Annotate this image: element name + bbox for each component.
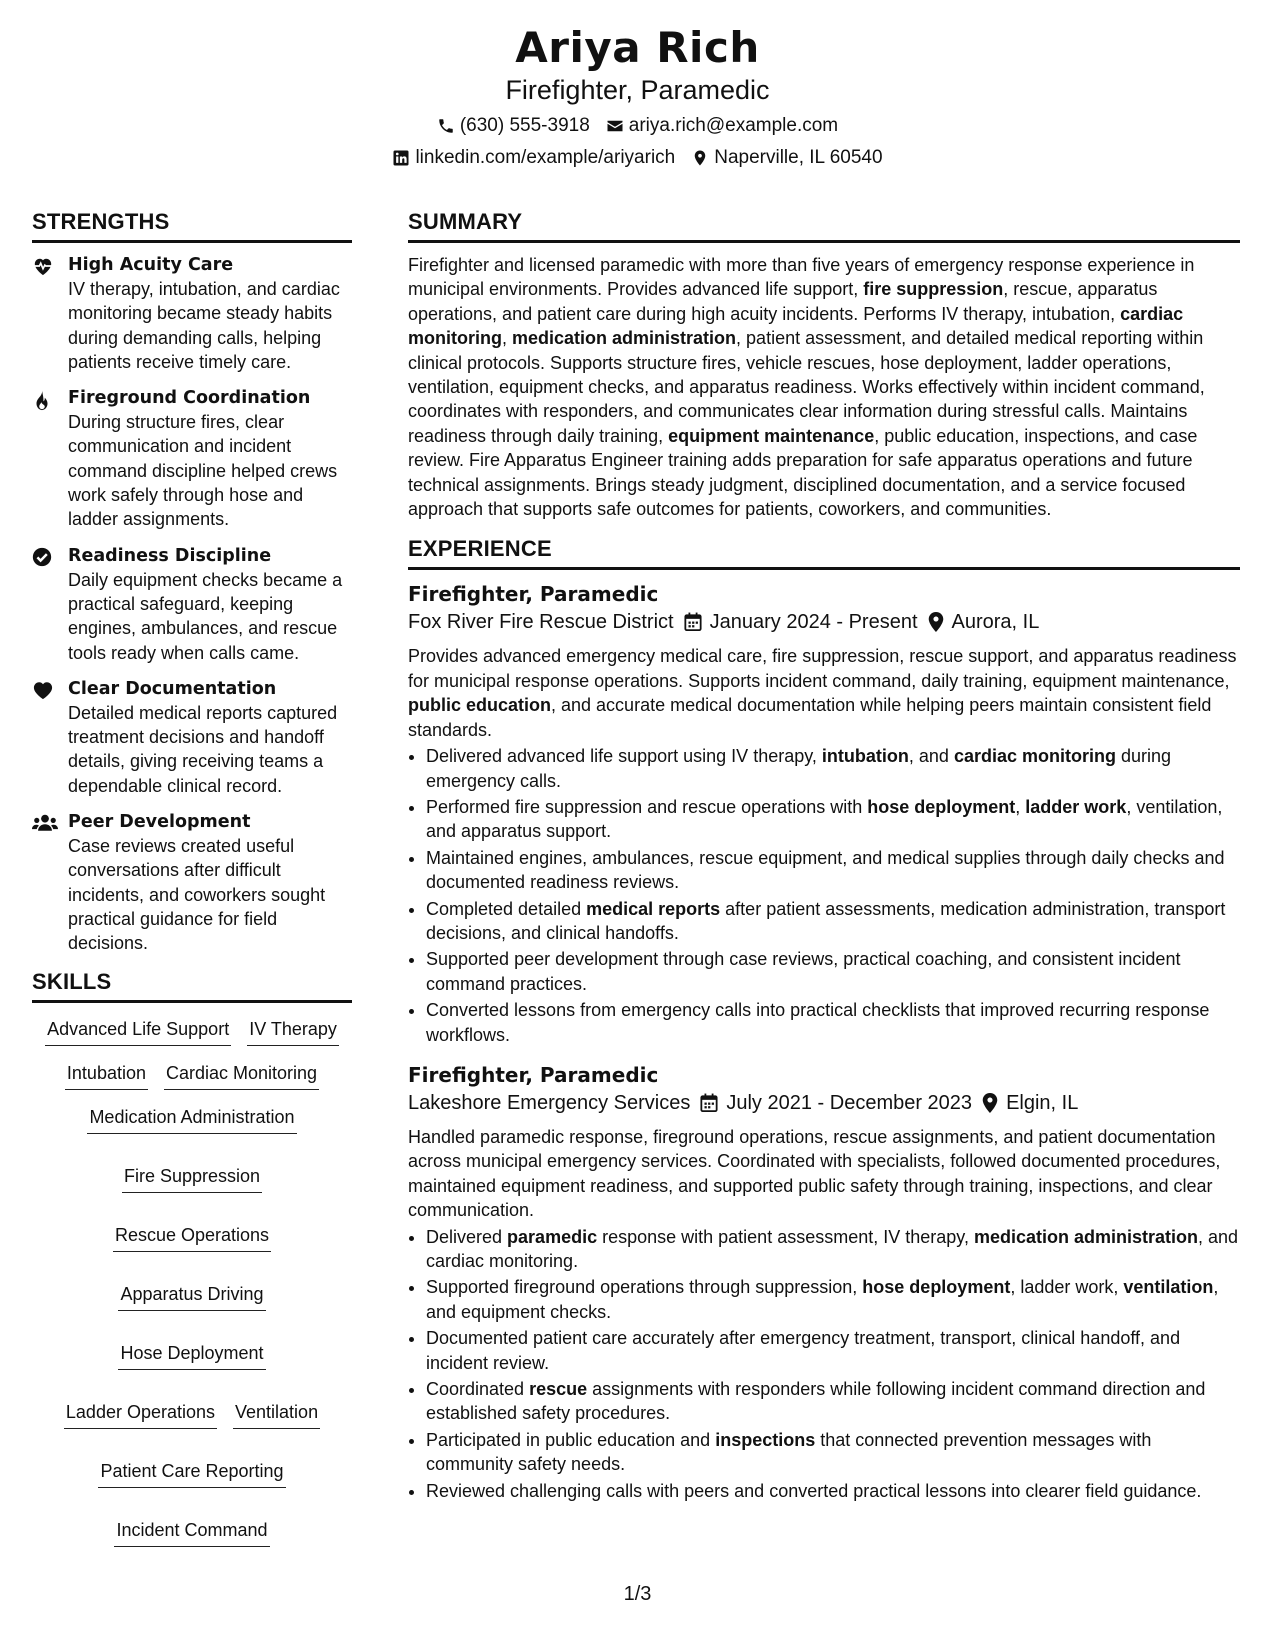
skill-tag: Incident Command bbox=[114, 1518, 269, 1547]
skill-tag: Ventilation bbox=[233, 1400, 320, 1429]
job-bullet: • Supported fireground operations through suppression, hose deployment, ladder work, ventilation, and equipment checks. bbox=[426, 1275, 1240, 1324]
strength-desc: IV therapy, intubation, and cardiac monitoring became steady habits during demanding calls, helping patients receive timely care. bbox=[68, 279, 340, 372]
strength-name: Readiness Discipline bbox=[68, 545, 272, 566]
strength-desc: Daily equipment checks became a practical safeguard, keeping engines, ambulances, and rescue tools ready when calls came. bbox=[68, 569, 343, 663]
job-location bbox=[982, 1089, 1078, 1117]
strength-name: Peer Development bbox=[68, 812, 251, 833]
skill-tag: Rescue Operations bbox=[113, 1223, 271, 1252]
summary-heading: SUMMARY bbox=[408, 208, 1240, 243]
job-dates-text: January 2024 - Present bbox=[709, 611, 918, 634]
linkedin-text[interactable]: linkedin.com/example/ariyarich bbox=[415, 147, 676, 168]
linkedin-icon bbox=[392, 149, 410, 167]
strength-item bbox=[32, 677, 352, 798]
location-item bbox=[691, 146, 882, 170]
job-bullet: • Documented patient care accurately after emergency treatment, transport, clinical handoff, and incident review. bbox=[426, 1326, 1240, 1375]
job-meta bbox=[408, 1089, 1240, 1117]
phone-text: (630) 555-3918 bbox=[459, 115, 590, 136]
skill-tag: Ladder Operations bbox=[64, 1400, 217, 1429]
strength-name: High Acuity Care bbox=[68, 255, 234, 275]
strengths-list bbox=[32, 253, 352, 956]
email-text[interactable]: ariya.rich@example.com bbox=[628, 115, 839, 136]
job-description: Provides advanced emergency medical care, fire suppression, rescue support, and apparatus readiness for municipal response operations. Supports incident command, daily training, equipment maintenance, public education, and accurate medical documentation while helping peers maintain consistent field standards. bbox=[408, 646, 1237, 740]
job-location-text: Elgin, IL bbox=[1006, 1091, 1079, 1114]
job-bullet: • Supported peer development through case reviews, practical coaching, and consistent incident command practices. bbox=[426, 947, 1240, 996]
strength-desc: Detailed medical reports captured treatment decisions and handoff details, giving receiving teams a dependable clinical record. bbox=[68, 702, 338, 796]
job-bullet: • Reviewed challenging calls with peers and converted practical lessons into clearer field guidance. bbox=[426, 1479, 1240, 1503]
job-dates-text: July 2021 - December 2023 bbox=[726, 1091, 973, 1114]
job-bullet: • Converted lessons from emergency calls into practical checklists that improved recurring response workflows. bbox=[426, 998, 1240, 1047]
left-column bbox=[32, 208, 352, 1547]
job-bullet: • Coordinated rescue assignments with responders while following incident command direction and established safety procedures. bbox=[426, 1377, 1240, 1426]
skill-tag: Fire Suppression bbox=[122, 1164, 262, 1193]
phone-item bbox=[437, 114, 590, 138]
skills-list bbox=[32, 1017, 352, 1547]
job-bullet: • Completed detailed medical reports after patient assessments, medication administration, transport decisions, and clinical handoffs. bbox=[426, 897, 1240, 946]
heartbeat-icon bbox=[32, 256, 54, 276]
job-bullet: • Performed fire suppression and rescue operations with hose deployment, ladder work, ventilation, and apparatus support. bbox=[426, 795, 1240, 844]
job-bullets bbox=[408, 1225, 1240, 1503]
map-pin-icon bbox=[928, 612, 944, 632]
strength-item bbox=[32, 810, 352, 955]
calendar-icon bbox=[700, 1093, 718, 1113]
skill-tag: IV Therapy bbox=[247, 1017, 339, 1046]
skill-tag: Medication Administration bbox=[87, 1105, 296, 1134]
contact-row-1 bbox=[0, 114, 1275, 138]
summary-text: Firefighter and licensed paramedic with more than five years of emergency response experience in municipal environments. Provides advanced life support, fire suppression, rescue, apparatus operations, and patient care during high acuity incidents. Performs IV therapy, intubation, cardiac monitoring, medication administration, patient assessment, and detailed medical reporting within clinical protocols. Supports structure fires, vehicle rescues, hose deployment, ladder operations, ventilation, equipment checks, and apparatus readiness. Works effectively within incident command, coordinates with responders, and communicates clear information during stressful calls. Maintains readiness through daily training, equipment maintenance, public education, inspections, and case review. Fire Apparatus Engineer training adds preparation for safe apparatus operations and future technical assignments. Brings steady judgment, disciplined documentation, and a service focused approach that supports safe outcomes for patients, coworkers, and communities. bbox=[408, 255, 1205, 520]
map-pin-icon bbox=[691, 149, 709, 167]
skill-tag: Cardiac Monitoring bbox=[164, 1061, 319, 1090]
job-company: Lakeshore Emergency Services bbox=[408, 1091, 691, 1114]
skill-tag: Advanced Life Support bbox=[45, 1017, 231, 1046]
skill-tag: Patient Care Reporting bbox=[98, 1459, 285, 1488]
heart-icon bbox=[32, 680, 54, 700]
strength-item bbox=[32, 386, 352, 531]
strengths-heading: STRENGTHS bbox=[32, 208, 352, 243]
job-location bbox=[928, 608, 1040, 636]
check-circle-icon bbox=[32, 547, 52, 567]
experience-heading: EXPERIENCE bbox=[408, 535, 1240, 570]
job-bullet: • Delivered paramedic response with patient assessment, IV therapy, medication administration, and cardiac monitoring. bbox=[426, 1225, 1240, 1274]
right-column bbox=[408, 208, 1240, 1505]
flame-icon bbox=[32, 389, 52, 411]
job-title: Firefighter, Paramedic bbox=[408, 582, 659, 607]
skills-heading: SKILLS bbox=[32, 968, 352, 1003]
contact-row-2 bbox=[0, 146, 1275, 170]
strength-item bbox=[32, 253, 352, 374]
map-pin-icon bbox=[982, 1093, 998, 1113]
job-bullet: • Delivered advanced life support using IV therapy, intubation, and cardiac monitoring during emergency calls. bbox=[426, 744, 1240, 793]
skill-tag: Intubation bbox=[65, 1061, 148, 1090]
job-dates bbox=[684, 608, 918, 636]
job-dates bbox=[700, 1089, 972, 1117]
phone-icon bbox=[437, 117, 455, 135]
skill-tag: Apparatus Driving bbox=[118, 1282, 265, 1311]
candidate-name: Ariya Rich bbox=[515, 23, 760, 72]
job-bullets bbox=[408, 744, 1240, 1047]
strength-desc: Case reviews created useful conversations after difficult incidents, and coworkers sought practical guidance for field decisions. bbox=[68, 836, 326, 954]
job-entry bbox=[408, 580, 1240, 1047]
resume-header bbox=[0, 22, 1275, 170]
linkedin-item[interactable] bbox=[392, 146, 675, 170]
calendar-icon bbox=[684, 612, 702, 632]
job-meta bbox=[408, 608, 1240, 636]
users-icon bbox=[32, 813, 58, 833]
location-text: Naperville, IL 60540 bbox=[714, 147, 883, 168]
envelope-icon bbox=[606, 117, 624, 135]
email-item[interactable] bbox=[606, 114, 838, 138]
strength-desc: During structure fires, clear communication and incident command discipline helped crews work safely through hose and ladder assignments. bbox=[68, 412, 338, 530]
strength-name: Fireground Coordination bbox=[68, 388, 311, 409]
job-title: Firefighter, Paramedic bbox=[408, 1062, 659, 1087]
page-number: 1/3 bbox=[623, 1583, 652, 1605]
job-description: Handled paramedic response, fireground operations, rescue assignments, and patient documentation across municipal emergency services. Coordinated with specialists, followed documented procedures, maintained equipment readiness, and supported public safety through training, inspections, and clear communication. bbox=[408, 1126, 1221, 1221]
strength-item bbox=[32, 544, 352, 665]
job-bullet: • Maintained engines, ambulances, rescue equipment, and medical supplies through daily checks and documented readiness reviews. bbox=[426, 846, 1240, 895]
job-entry bbox=[408, 1061, 1240, 1503]
candidate-title: Firefighter, Paramedic bbox=[505, 75, 770, 105]
strength-name: Clear Documentation bbox=[68, 678, 277, 699]
skill-tag: Hose Deployment bbox=[118, 1341, 265, 1370]
job-company: Fox River Fire Rescue District bbox=[408, 611, 674, 634]
job-bullet: • Participated in public education and inspections that connected prevention messages with community safety needs. bbox=[426, 1428, 1240, 1477]
job-location-text: Aurora, IL bbox=[951, 611, 1040, 634]
